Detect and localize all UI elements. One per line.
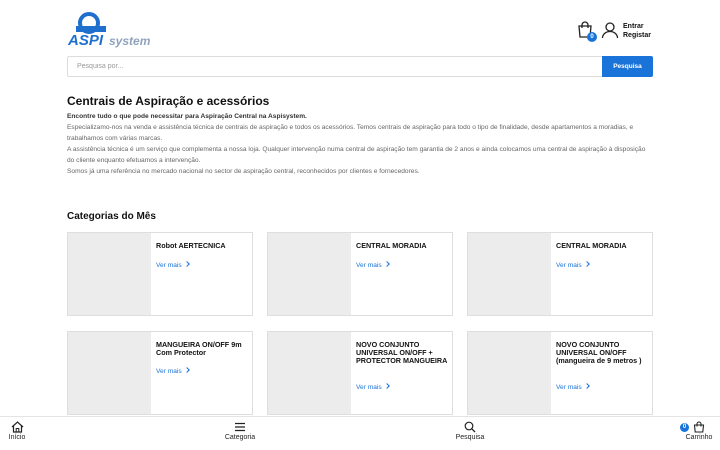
category-image[interactable]	[268, 332, 351, 414]
see-more-label: Ver mais	[556, 262, 582, 269]
see-more-link[interactable]	[556, 384, 589, 391]
see-more-label: Ver mais	[156, 368, 182, 375]
see-more-link[interactable]	[156, 368, 189, 375]
account-links	[623, 22, 651, 40]
see-more-label: Ver mais	[156, 262, 182, 269]
category-name[interactable]: NOVO CONJUNTO UNIVERSAL ON/OFF + PROTECTOR MANGUEIRA	[356, 340, 448, 365]
see-more-link[interactable]	[556, 262, 589, 269]
shopping-bag-icon	[693, 421, 705, 433]
chevron-right-icon	[384, 383, 390, 389]
chevron-right-icon	[184, 367, 190, 373]
intro-section	[67, 94, 653, 177]
category-name[interactable]: CENTRAL MORADIA	[556, 241, 627, 250]
category-image[interactable]	[468, 233, 551, 315]
nav-category[interactable]	[221, 421, 259, 441]
intro-lead: Encontre tudo o que pode necessitar para Aspiração Central na Aspisystem.	[67, 113, 307, 120]
home-icon	[11, 421, 24, 433]
chevron-right-icon	[584, 261, 590, 267]
bottom-navigation	[0, 416, 720, 450]
cart-count-badge: 0	[587, 32, 597, 42]
menu-icon	[234, 421, 246, 433]
nav-search-label: Pesquisa	[455, 434, 485, 441]
nav-home[interactable]	[6, 421, 28, 441]
intro-paragraph: A assistência técnica é um serviço que complementa a nossa loja. Qualquer intervenção numa central de aspiração tem garantia de 2 anos e ainda colocamos uma central de aspiração à disposição do cliente enquanto efetuamos a intervenção.	[67, 146, 646, 164]
page-title: Centrais de Aspiração e acessórios	[67, 94, 270, 108]
category-card[interactable]	[67, 232, 253, 316]
search-icon	[464, 421, 476, 433]
svg-text:ASPI: ASPI	[68, 32, 104, 49]
aspisystem-logo[interactable]	[67, 12, 171, 50]
chevron-right-icon	[184, 261, 190, 267]
see-more-link[interactable]	[356, 384, 389, 391]
category-name[interactable]: CENTRAL MORADIA	[356, 241, 427, 250]
search-input[interactable]	[67, 56, 603, 77]
category-image[interactable]	[68, 332, 151, 414]
category-name[interactable]: Robot AERTECNICA	[156, 241, 226, 250]
see-more-label: Ver mais	[556, 384, 582, 391]
nav-search[interactable]	[453, 421, 487, 441]
intro-paragraph: Somos já uma referência no mercado nacional no sector de aspiração central, reconhecidos por clientes e fornecedores.	[67, 168, 420, 175]
category-image[interactable]	[268, 233, 351, 315]
intro-paragraph: Especializamo-nos na venda e assistência técnica de centrais de aspiração e todos os acessórios. Temos centrais de aspiração para todo o tipo de finalidade, desde apartamentos a moradias, e trabalhamos com várias marcas.	[67, 124, 634, 142]
nav-cart-count-badge: 0	[680, 423, 689, 432]
login-link[interactable]: Entrar	[623, 23, 644, 30]
nav-category-label: Categoria	[224, 434, 256, 441]
category-image[interactable]	[468, 332, 551, 414]
category-card[interactable]	[467, 232, 653, 316]
category-card[interactable]	[267, 232, 453, 316]
site-header	[67, 12, 653, 52]
see-more-label: Ver mais	[356, 262, 382, 269]
category-card[interactable]	[267, 331, 453, 415]
see-more-label: Ver mais	[356, 384, 382, 391]
chevron-right-icon	[584, 383, 590, 389]
category-name[interactable]: NOVO CONJUNTO UNIVERSAL ON/OFF (mangueira de 9 metros )	[556, 340, 642, 365]
chevron-right-icon	[384, 261, 390, 267]
nav-cart-label: Carrinho	[685, 434, 713, 441]
search-button[interactable]: Pesquisa	[602, 56, 653, 77]
user-icon[interactable]	[601, 21, 619, 41]
see-more-link[interactable]	[356, 262, 389, 269]
search-bar	[67, 56, 653, 77]
category-card[interactable]	[67, 331, 253, 415]
see-more-link[interactable]	[156, 262, 189, 269]
category-card[interactable]	[467, 331, 653, 415]
category-image[interactable]	[68, 233, 151, 315]
nav-home-label: Início	[8, 434, 26, 441]
svg-text:system: system	[109, 34, 151, 48]
categories-title: Categorias do Mês	[67, 211, 156, 222]
category-name[interactable]: MANGUEIRA ON/OFF 9m Com Protector	[156, 340, 242, 357]
register-link[interactable]: Registar	[623, 32, 652, 39]
